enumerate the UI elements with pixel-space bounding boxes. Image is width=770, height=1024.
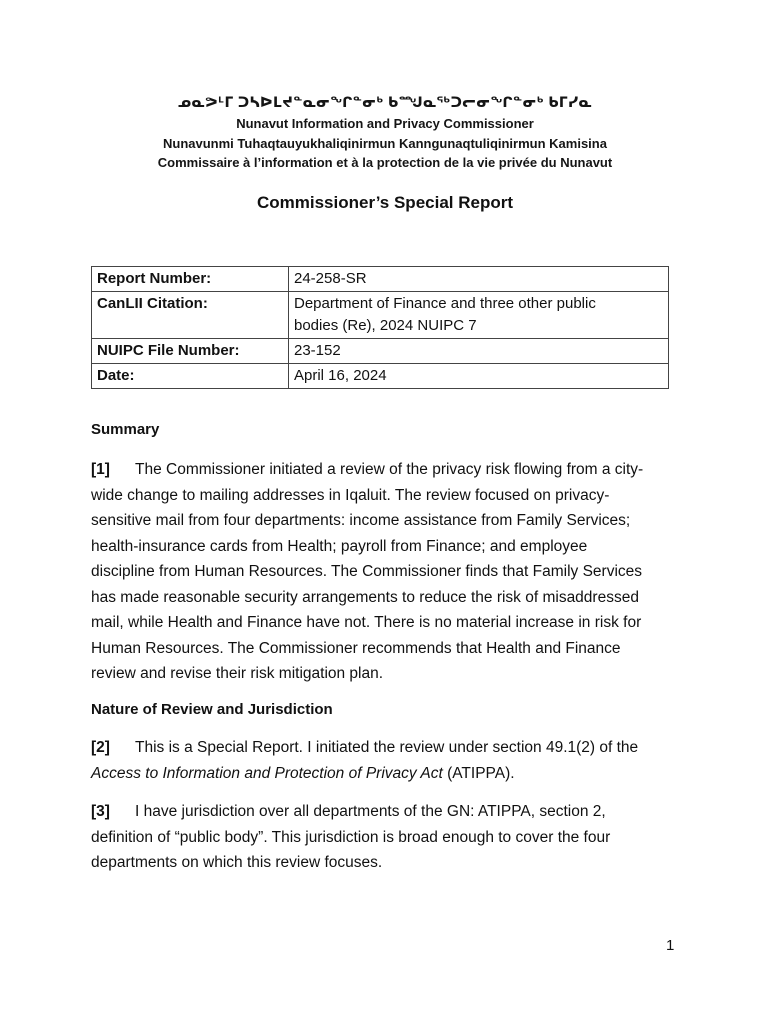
table-row [92, 339, 669, 364]
header-english: Nunavut Information and Privacy Commissioner [236, 116, 534, 131]
paragraph-number: [1] [91, 461, 110, 478]
page-title: Commissioner’s Special Report [256, 193, 514, 212]
report-number-label: Report Number: [92, 267, 289, 292]
paragraph-line: sensitive mail from four departments: income assistance from Family Services; [91, 512, 631, 529]
report-metadata-table [91, 266, 669, 389]
act-title: Access to Information and Protection of Privacy Act [91, 764, 443, 782]
date-label: Date: [92, 364, 289, 389]
canlii-label: CanLII Citation: [92, 292, 289, 339]
paragraph-line: [2] This is a Special Report. I initiated the review under section 49.1(2) of the [91, 735, 681, 761]
table-row [92, 267, 669, 292]
canlii-value [289, 292, 669, 339]
paragraph-line: Access to Information and Protection of Privacy Act (ATIPPA). [91, 764, 515, 782]
report-number-value: 24-258-SR [289, 267, 669, 292]
file-number-value: 23-152 [289, 339, 669, 364]
paragraph-line: health-insurance cards from Health; payroll from Finance; and employee [91, 537, 588, 555]
header-inuinnaqtun: Nunavunmi Tuhaqtauyukhaliqinirmun Kanngunaqtuliqinirmun Kamisina [163, 136, 607, 151]
file-number-label: NUIPC File Number: [92, 339, 289, 364]
canlii-line-1: Department of Finance and three other public [294, 295, 596, 312]
paragraph-number: [3] [91, 803, 110, 820]
header-french: Commissaire à l’information et à la protection de la vie privée du Nunavut [157, 155, 613, 170]
header-syllabics: ᓄᓇᕗᒻᒥ ᑐᓴᐅᒪᔪᓐᓇᓂᖏᓐᓂᒃ ᑲᙳᓇᖅᑐᓕᓂᖏᓐᓂᒃ ᑲᒥᓯᓇ [178, 94, 592, 110]
paragraph-line: discipline from Human Resources. The Commissioner finds that Family Services [91, 563, 643, 580]
paragraph-line: has made reasonable security arrangements to reduce the risk of misaddressed [91, 588, 639, 606]
paragraph-line: departments on which this review focuses. [91, 854, 383, 871]
table-row [92, 364, 669, 389]
paragraph-number: [2] [91, 739, 110, 756]
paragraph-line: [1] The Commissioner initiated a review of the privacy risk flowing from a city- [91, 457, 681, 483]
date-value: April 16, 2024 [289, 364, 669, 389]
paragraph-line: definition of “public body”. This jurisdiction is broad enough to cover the four [91, 828, 611, 846]
paragraph-line: mail, while Health and Finance have not. There is no material increase in risk for [91, 614, 642, 631]
paragraph-1 [91, 457, 681, 687]
canlii-line-2: bodies (Re), 2024 NUIPC 7 [294, 317, 477, 334]
table-row [92, 292, 669, 339]
page-number: 1 [666, 937, 675, 954]
summary-heading: Summary [91, 421, 160, 438]
nature-heading: Nature of Review and Jurisdiction [91, 701, 333, 718]
paragraph-line: wide change to mailing addresses in Iqaluit. The review focused on privacy- [91, 486, 610, 504]
paragraph-line: Human Resources. The Commissioner recommends that Health and Finance [91, 639, 621, 657]
paragraph-2 [91, 735, 681, 786]
paragraph-line: [3] I have jurisdiction over all departments of the GN: ATIPPA, section 2, [91, 799, 681, 825]
paragraph-3 [91, 799, 681, 876]
paragraph-line: review and revise their risk mitigation plan. [91, 665, 384, 682]
